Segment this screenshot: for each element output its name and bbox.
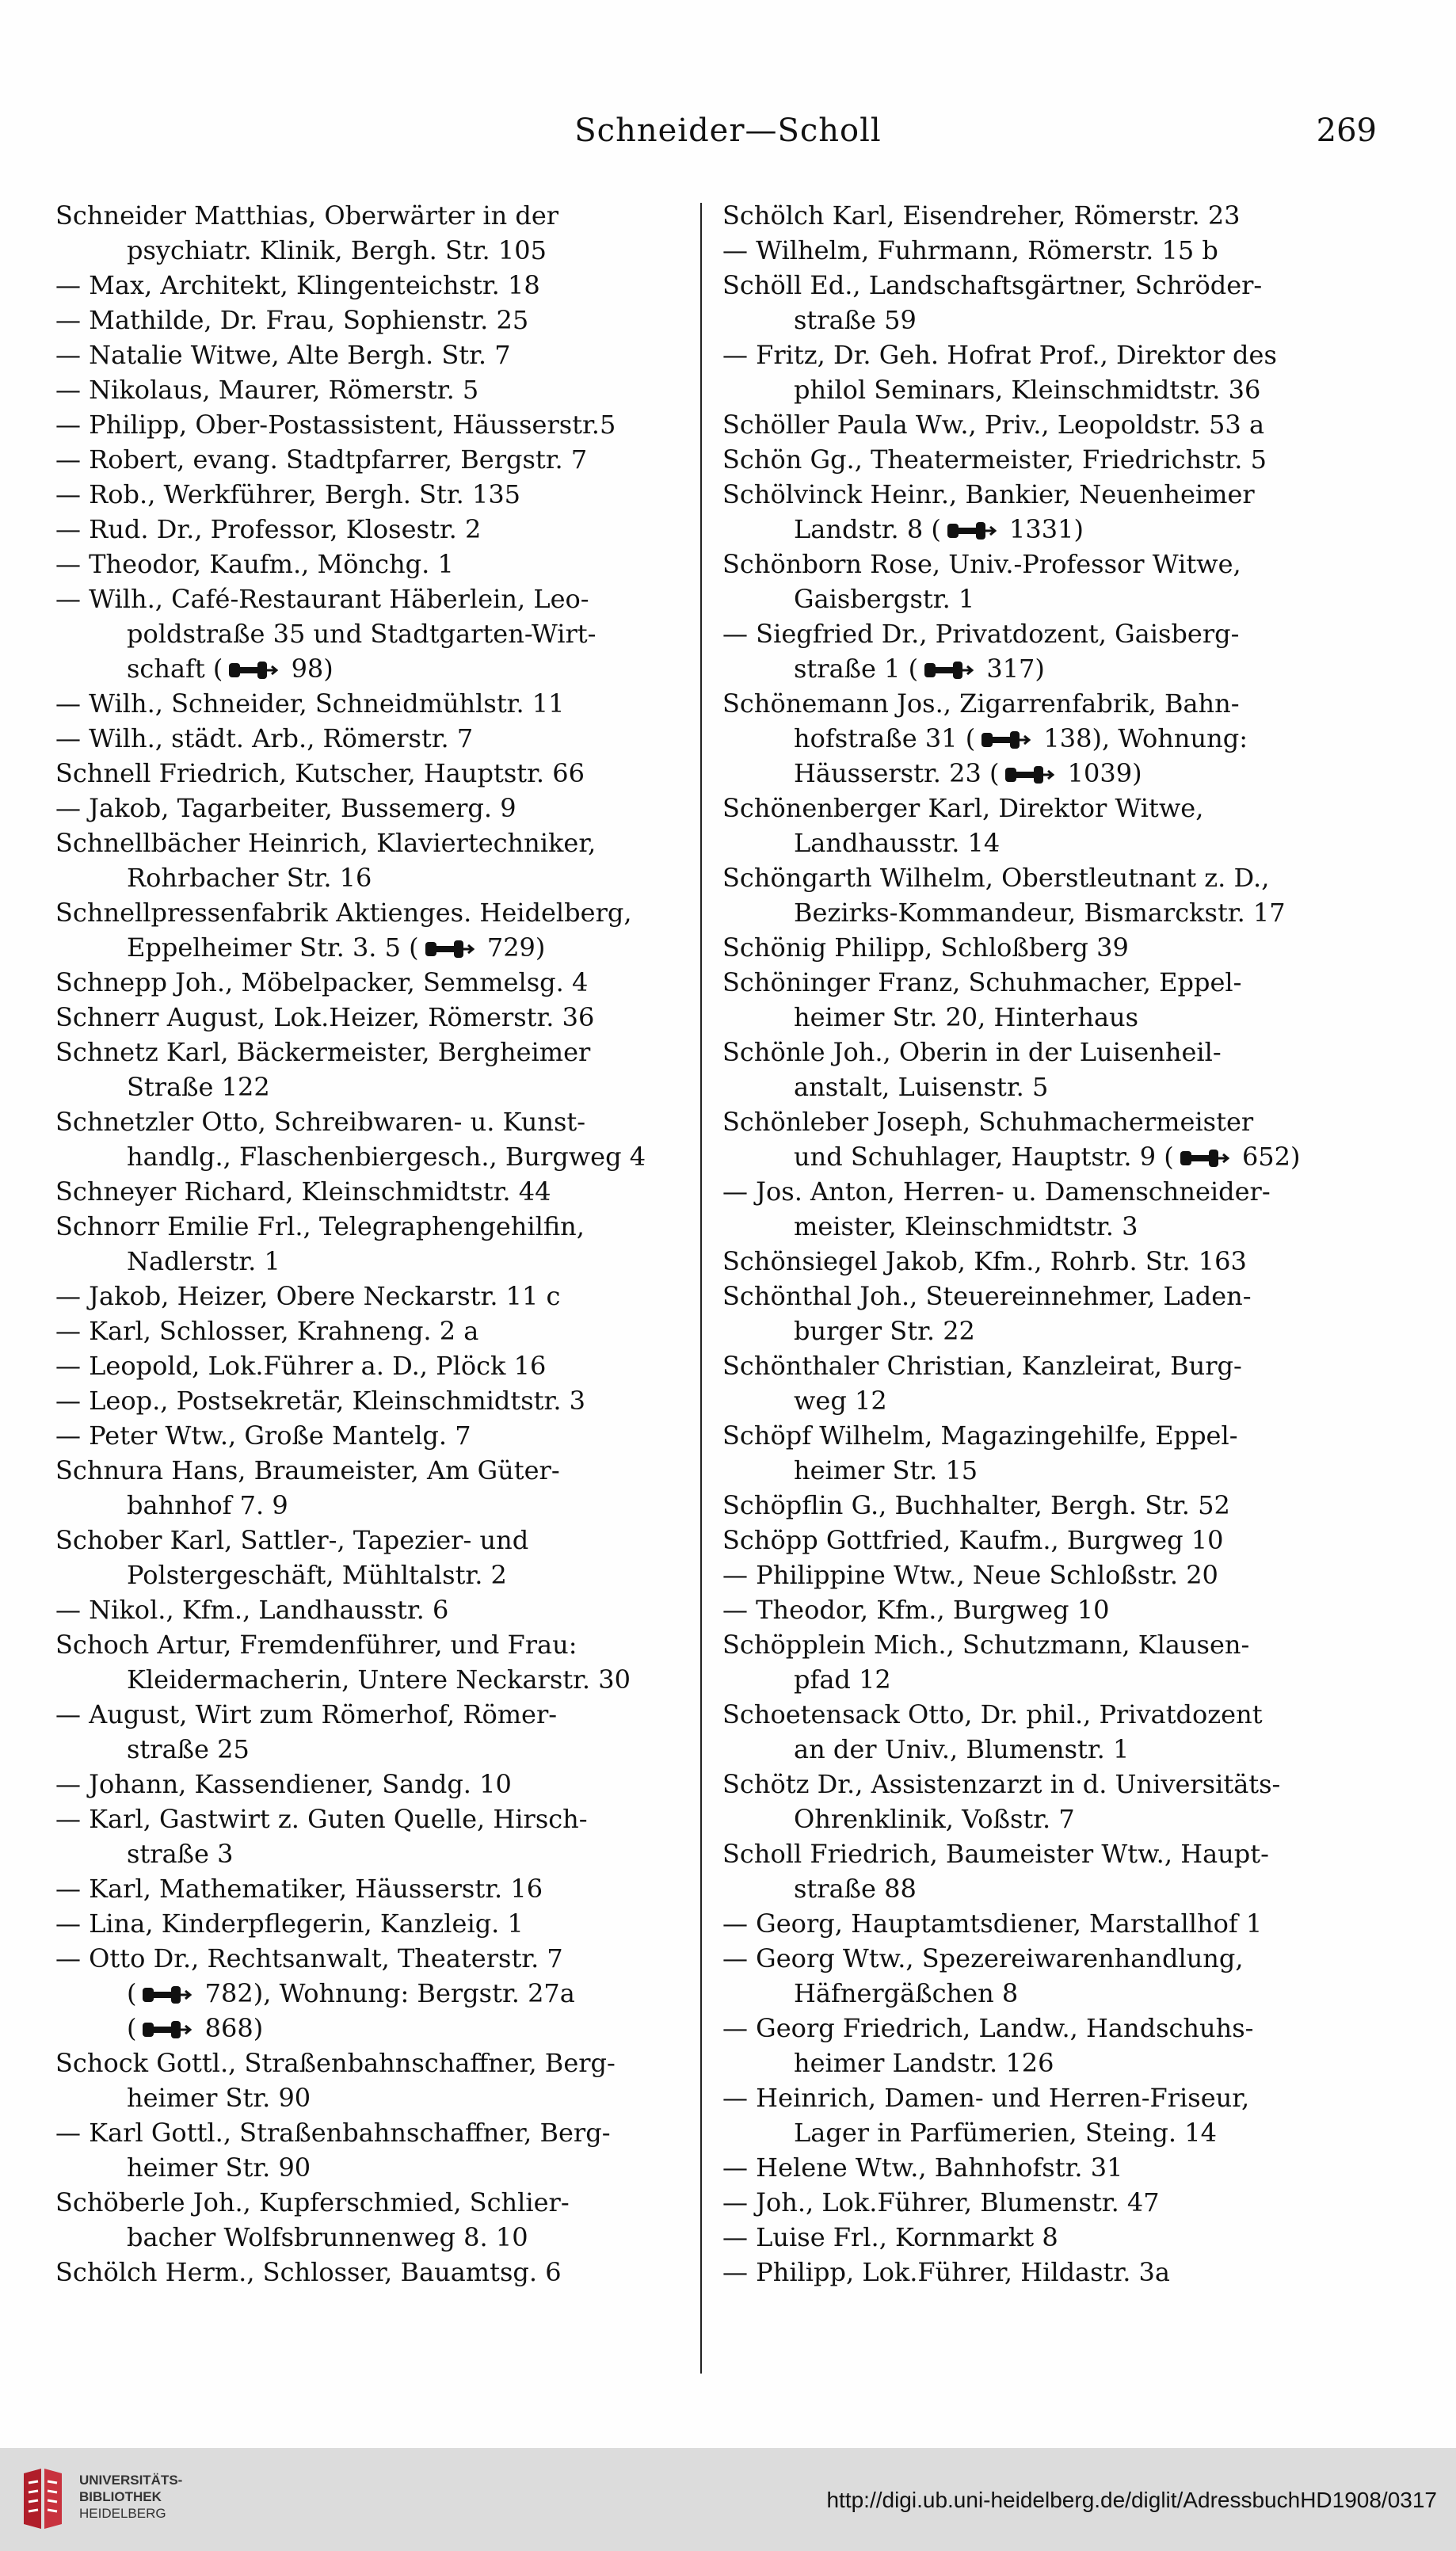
directory-entry [722, 2185, 1388, 2220]
directory-entry [55, 1418, 713, 1453]
directory-entry [55, 1871, 713, 1906]
directory-entry [722, 2080, 1388, 2150]
directory-entry [722, 686, 1388, 791]
directory-entry [55, 198, 713, 268]
directory-entry [722, 477, 1388, 547]
entry-line: Nadlerstr. 1 [127, 1246, 280, 1276]
directory-entry [722, 2255, 1388, 2290]
entry-line: Kleidermacherin, Untere Neckarstr. 30 [127, 1664, 631, 1695]
entry-line: — Heinrich, Damen- und Herren-Friseur, [722, 2083, 1250, 2113]
entry-line: Lager in Parfümerien, Steing. 14 [794, 2118, 1217, 2148]
telephone-receiver-icon [1004, 765, 1054, 785]
telephone-receiver-icon [923, 660, 974, 681]
directory-entry [55, 2046, 713, 2115]
entry-line: Schneider Matthias, Oberwärter in der [55, 200, 559, 231]
entry-line: — Theodor, Kfm., Burgweg 10 [722, 1595, 1110, 1625]
directory-entry [722, 1035, 1388, 1104]
entry-line: Ohrenklinik, Voßstr. 7 [794, 1804, 1075, 1834]
entry-line: Schönthaler Christian, Kanzleirat, Burg- [722, 1351, 1242, 1381]
entry-line: heimer Str. 20, Hinterhaus [794, 1002, 1139, 1032]
entry-line: burger Str. 22 [794, 1316, 975, 1346]
entry-line: straße 25 [127, 1734, 250, 1764]
entry-line: Schönleber Joseph, Schuhmachermeister [722, 1107, 1254, 1137]
entry-line: — Nikol., Kfm., Landhausstr. 6 [55, 1595, 449, 1625]
entry-line: Schöller Paula Ww., Priv., Leopoldstr. 53 a [722, 410, 1265, 440]
directory-entry [722, 198, 1388, 233]
directory-entry [55, 1209, 713, 1279]
directory-entry [55, 1767, 713, 1802]
entry-line: — Lina, Kinderpflegerin, Kanzleig. 1 [55, 1908, 524, 1939]
entry-line: Häusserstr. 23 ( 1039) [794, 758, 1142, 788]
entry-line: — Robert, evang. Stadtpfarrer, Bergstr. 7 [55, 444, 588, 475]
entry-line: — Johann, Kassendiener, Sandg. 10 [55, 1769, 512, 1799]
left-column [55, 198, 713, 2290]
directory-entry [722, 337, 1388, 407]
entry-line: — Leop., Postsekretär, Kleinschmidtstr. 3 [55, 1386, 586, 1416]
directory-entry [722, 2220, 1388, 2255]
entry-line: — Theodor, Kaufm., Mönchg. 1 [55, 549, 454, 579]
page-header [0, 103, 1456, 158]
directory-entry [722, 860, 1388, 930]
library-logo-icon [17, 2465, 68, 2532]
directory-entry [722, 1523, 1388, 1558]
entry-line: — Wilh., Schneider, Schneidmühlstr. 11 [55, 688, 565, 719]
entry-line: — Joh., Lok.Führer, Blumenstr. 47 [722, 2187, 1160, 2217]
column-divider [700, 203, 702, 2374]
entry-line: bahnhof 7. 9 [127, 1490, 288, 1520]
telephone-receiver-icon [141, 2019, 192, 2040]
entry-line: Schönsiegel Jakob, Kfm., Rohrb. Str. 163 [722, 1246, 1247, 1276]
directory-entry [55, 372, 713, 407]
entry-line: heimer Str. 90 [127, 2083, 311, 2113]
entry-line: hofstraße 31 ( 138), Wohnung: [794, 723, 1248, 753]
entry-line: — Peter Wtw., Große Mantelg. 7 [55, 1420, 471, 1451]
entry-line: Schöpplein Mich., Schutzmann, Klausen- [722, 1630, 1250, 1660]
entry-line: — Karl Gottl., Straßenbahnschaffner, Berg- [55, 2118, 611, 2148]
directory-entry [55, 1941, 713, 2046]
directory-entry [722, 1488, 1388, 1523]
entry-line: — Helene Wtw., Bahnhofstr. 31 [722, 2153, 1123, 2183]
entry-line: Landhausstr. 14 [794, 828, 1001, 858]
source-url[interactable]: http://digi.ub.uni-heidelberg.de/diglit/AdressbuchHD1908/0317 [826, 2488, 1437, 2512]
entry-line: — Otto Dr., Rechtsanwalt, Theaterstr. 7 [55, 1943, 563, 1973]
entry-line: handlg., Flaschenbiergesch., Burgweg 4 [127, 1142, 646, 1172]
entry-line: Schnerr August, Lok.Heizer, Römerstr. 36 [55, 1002, 595, 1032]
directory-entry [55, 407, 713, 442]
right-column [722, 198, 1388, 2290]
directory-entry [55, 895, 713, 965]
entry-line: — Karl, Schlosser, Krahneng. 2 a [55, 1316, 479, 1346]
entry-line: — Jos. Anton, Herren- u. Damenschneider- [722, 1176, 1271, 1207]
entry-line: Rohrbacher Str. 16 [127, 863, 372, 893]
directory-entry [55, 1279, 713, 1314]
entry-line: ( 868) [127, 2013, 264, 2043]
directory-entry [722, 547, 1388, 616]
directory-entry [722, 2011, 1388, 2080]
directory-entry [55, 1592, 713, 1627]
entry-line: und Schuhlager, Hauptstr. 9 ( 652) [794, 1142, 1301, 1172]
entry-line: Schober Karl, Sattler-, Tapezier- und [55, 1525, 529, 1555]
telephone-receiver-icon [946, 520, 997, 541]
entry-line: Schoch Artur, Fremdenführer, und Frau: [55, 1630, 577, 1660]
entry-line: Straße 122 [127, 1072, 270, 1102]
entry-line: Schöll Ed., Landschaftsgärtner, Schröder- [722, 270, 1263, 300]
entry-line: Schöpp Gottfried, Kaufm., Burgweg 10 [722, 1525, 1224, 1555]
directory-entry [55, 337, 713, 372]
directory-entry [722, 1244, 1388, 1279]
telephone-receiver-icon [980, 730, 1031, 750]
entry-line: — Jakob, Tagarbeiter, Bussemerg. 9 [55, 793, 516, 823]
directory-entry [55, 756, 713, 791]
directory-entry [55, 1697, 713, 1767]
directory-entry [722, 1558, 1388, 1592]
entry-line: Schock Gottl., Straßenbahnschaffner, Berg- [55, 2048, 616, 2078]
directory-entry [722, 1104, 1388, 1174]
directory-entry [722, 791, 1388, 860]
entry-line: meister, Kleinschmidtstr. 3 [794, 1211, 1138, 1241]
entry-line: straße 88 [794, 1874, 917, 1904]
directory-entry [722, 1767, 1388, 1836]
directory-entry [55, 2115, 713, 2185]
entry-line: Schölvinck Heinr., Bankier, Neuenheimer [722, 479, 1255, 509]
directory-entry [55, 791, 713, 826]
entry-line: ( 782), Wohnung: Bergstr. 27a [127, 1978, 575, 2008]
entry-line: — Nikolaus, Maurer, Römerstr. 5 [55, 375, 479, 405]
directory-entry [55, 1104, 713, 1174]
entry-line: Scholl Friedrich, Baumeister Wtw., Haupt- [722, 1839, 1269, 1869]
entry-line: Schnellpressenfabrik Aktienges. Heidelberg, [55, 898, 632, 928]
entry-line: Häfnergäßchen 8 [794, 1978, 1019, 2008]
directory-entry [722, 1418, 1388, 1488]
directory-entry [722, 407, 1388, 442]
entry-line: — August, Wirt zum Römerhof, Römer- [55, 1699, 558, 1729]
entry-line: — Karl, Gastwirt z. Guten Quelle, Hirsch- [55, 1804, 588, 1834]
directory-entry [55, 1035, 713, 1104]
directory-entry [722, 1906, 1388, 1941]
directory-entry [55, 1174, 713, 1209]
entry-line: Schnell Friedrich, Kutscher, Hauptstr. 66 [55, 758, 585, 788]
entry-line: Schnetz Karl, Bäckermeister, Bergheimer [55, 1037, 591, 1067]
directory-entry [55, 1383, 713, 1418]
directory-entry [55, 2185, 713, 2255]
entry-line: Gaisbergstr. 1 [794, 584, 975, 614]
directory-entry [55, 965, 713, 1000]
directory-entry [55, 582, 713, 686]
entry-line: Landstr. 8 ( 1331) [794, 514, 1084, 544]
directory-entry [722, 233, 1388, 268]
directory-entry [55, 303, 713, 337]
directory-entry [722, 1836, 1388, 1906]
telephone-receiver-icon [1179, 1148, 1229, 1169]
telephone-receiver-icon [424, 939, 475, 959]
entry-line: Bezirks-Kommandeur, Bismarckstr. 17 [794, 898, 1286, 928]
directory-entry [55, 477, 713, 512]
entry-line: heimer Str. 90 [127, 2153, 311, 2183]
entry-line: — Rud. Dr., Professor, Klosestr. 2 [55, 514, 482, 544]
entry-line: philol Seminars, Kleinschmidtstr. 36 [794, 375, 1261, 405]
entry-line: bacher Wolfsbrunnenweg 8. 10 [127, 2222, 528, 2252]
logo-line: HEIDELBERG [79, 2506, 166, 2521]
entry-line: Polstergeschäft, Mühltalstr. 2 [127, 1560, 507, 1590]
directory-entry [722, 268, 1388, 337]
directory-entry [55, 1314, 713, 1348]
entry-line: Schölch Herm., Schlosser, Bauamtsg. 6 [55, 2257, 562, 2287]
entry-line: — Philipp, Ober-Postassistent, Häusserstr.5 [55, 410, 616, 440]
entry-line: pfad 12 [794, 1664, 891, 1695]
directory-entry [55, 1906, 713, 1941]
entry-line: — Georg Friedrich, Landw., Handschuhs- [722, 2013, 1254, 2043]
entry-line: Schneyer Richard, Kleinschmidtstr. 44 [55, 1176, 551, 1207]
entry-line: Schöberle Joh., Kupferschmied, Schlier- [55, 2187, 570, 2217]
directory-entry [55, 1348, 713, 1383]
entry-line: Schönig Philipp, Schloßberg 39 [722, 932, 1129, 963]
directory-entry [55, 686, 713, 721]
logo-line: BIBLIOTHEK [79, 2489, 162, 2504]
directory-entry [722, 1279, 1388, 1348]
directory-entry [55, 512, 713, 547]
entry-line: Schnura Hans, Braumeister, Am Güter- [55, 1455, 560, 1485]
directory-entry [55, 826, 713, 895]
entry-line: psychiatr. Klinik, Bergh. Str. 105 [127, 235, 547, 265]
directory-entry [722, 1697, 1388, 1767]
entry-line: anstalt, Luisenstr. 5 [794, 1072, 1049, 1102]
directory-entry [722, 1592, 1388, 1627]
entry-line: — Mathilde, Dr. Frau, Sophienstr. 25 [55, 305, 529, 335]
directory-entry [722, 442, 1388, 477]
directory-entry [55, 1523, 713, 1592]
entry-line: — Philipp, Lok.Führer, Hildastr. 3a [722, 2257, 1170, 2287]
entry-line: Schöngarth Wilhelm, Oberstleutnant z. D., [722, 863, 1270, 893]
directory-entry [722, 1348, 1388, 1418]
entry-line: Schöpflin G., Buchhalter, Bergh. Str. 52 [722, 1490, 1230, 1520]
entry-line: — Leopold, Lok.Führer a. D., Plöck 16 [55, 1351, 547, 1381]
directory-entry [55, 1000, 713, 1035]
entry-line: — Georg Wtw., Spezereiwarenhandlung, [722, 1943, 1244, 1973]
entry-line: Schönthal Joh., Steuereinnehmer, Laden- [722, 1281, 1252, 1311]
telephone-receiver-icon [227, 660, 278, 681]
entry-line: Schönborn Rose, Univ.-Professor Witwe, [722, 549, 1241, 579]
entry-line: heimer Str. 15 [794, 1455, 978, 1485]
directory-entry [722, 965, 1388, 1035]
entry-line: Schöninger Franz, Schuhmacher, Eppel- [722, 967, 1242, 997]
entry-line: Schölch Karl, Eisendreher, Römerstr. 23 [722, 200, 1241, 231]
entry-line: Schnorr Emilie Frl., Telegraphengehilfin, [55, 1211, 585, 1241]
entry-line: Schoetensack Otto, Dr. phil., Privatdozent [722, 1699, 1263, 1729]
entry-line: — Fritz, Dr. Geh. Hofrat Prof., Direktor des [722, 340, 1277, 370]
entry-line: Schöpf Wilhelm, Magazingehilfe, Eppel- [722, 1420, 1238, 1451]
directory-entry [55, 268, 713, 303]
entry-line: — Siegfried Dr., Privatdozent, Gaisberg- [722, 619, 1240, 649]
entry-line: heimer Landstr. 126 [794, 2048, 1054, 2078]
entry-line: — Natalie Witwe, Alte Bergh. Str. 7 [55, 340, 511, 370]
directory-entry [722, 930, 1388, 965]
entry-line: an der Univ., Blumenstr. 1 [794, 1734, 1130, 1764]
entry-line: poldstraße 35 und Stadtgarten-Wirt- [127, 619, 597, 649]
directory-entry [55, 1453, 713, 1523]
entry-line: weg 12 [794, 1386, 887, 1416]
entry-line: — Wilh., städt. Arb., Römerstr. 7 [55, 723, 474, 753]
entry-line: Schön Gg., Theatermeister, Friedrichstr. 5 [722, 444, 1267, 475]
entry-line: Eppelheimer Str. 3. 5 ( 729) [127, 932, 546, 963]
entry-line: — Max, Architekt, Klingenteichstr. 18 [55, 270, 540, 300]
directory-entry [55, 1627, 713, 1697]
directory-entry [722, 2150, 1388, 2185]
entry-line: Schnellbächer Heinrich, Klaviertechniker, [55, 828, 597, 858]
entry-line: Schötz Dr., Assistenzarzt in d. Universitäts- [722, 1769, 1281, 1799]
logo-line: UNIVERSITÄTS- [79, 2473, 183, 2488]
entry-line: — Philippine Wtw., Neue Schloßstr. 20 [722, 1560, 1218, 1590]
footer-bar [0, 2448, 1456, 2551]
entry-line: Schönemann Jos., Zigarrenfabrik, Bahn- [722, 688, 1240, 719]
entry-line: — Luise Frl., Kornmarkt 8 [722, 2222, 1058, 2252]
entry-line: straße 59 [794, 305, 917, 335]
entry-line: — Jakob, Heizer, Obere Neckarstr. 11 c [55, 1281, 561, 1311]
entry-line: Schnetzler Otto, Schreibwaren- u. Kunst- [55, 1107, 586, 1137]
directory-entry [722, 616, 1388, 686]
entry-line: straße 3 [127, 1839, 234, 1869]
entry-line: Schönenberger Karl, Direktor Witwe, [722, 793, 1204, 823]
directory-entry [55, 2255, 713, 2290]
entry-line: Schnepp Joh., Möbelpacker, Semmelsg. 4 [55, 967, 589, 997]
directory-entry [55, 547, 713, 582]
entry-line: — Wilhelm, Fuhrmann, Römerstr. 15 b [722, 235, 1218, 265]
telephone-receiver-icon [141, 1985, 192, 2005]
directory-entry [55, 721, 713, 756]
entry-line: — Karl, Mathematiker, Häusserstr. 16 [55, 1874, 543, 1904]
directory-entry [55, 1802, 713, 1871]
library-logo-text [79, 2472, 182, 2522]
directory-entry [55, 442, 713, 477]
entry-line: Schönle Joh., Oberin in der Luisenheil- [722, 1037, 1222, 1067]
page-number: 269 [1316, 112, 1377, 149]
directory-entry [722, 1174, 1388, 1244]
running-head: Schneider—Scholl [574, 112, 882, 149]
directory-entry [722, 1627, 1388, 1697]
entry-line: schaft ( 98) [127, 654, 334, 684]
directory-entry [722, 1941, 1388, 2011]
entry-line: — Rob., Werkführer, Bergh. Str. 135 [55, 479, 521, 509]
entry-line: — Wilh., Café-Restaurant Häberlein, Leo- [55, 584, 589, 614]
entry-line: — Georg, Hauptamtsdiener, Marstallhof 1 [722, 1908, 1263, 1939]
entry-line: straße 1 ( 317) [794, 654, 1045, 684]
